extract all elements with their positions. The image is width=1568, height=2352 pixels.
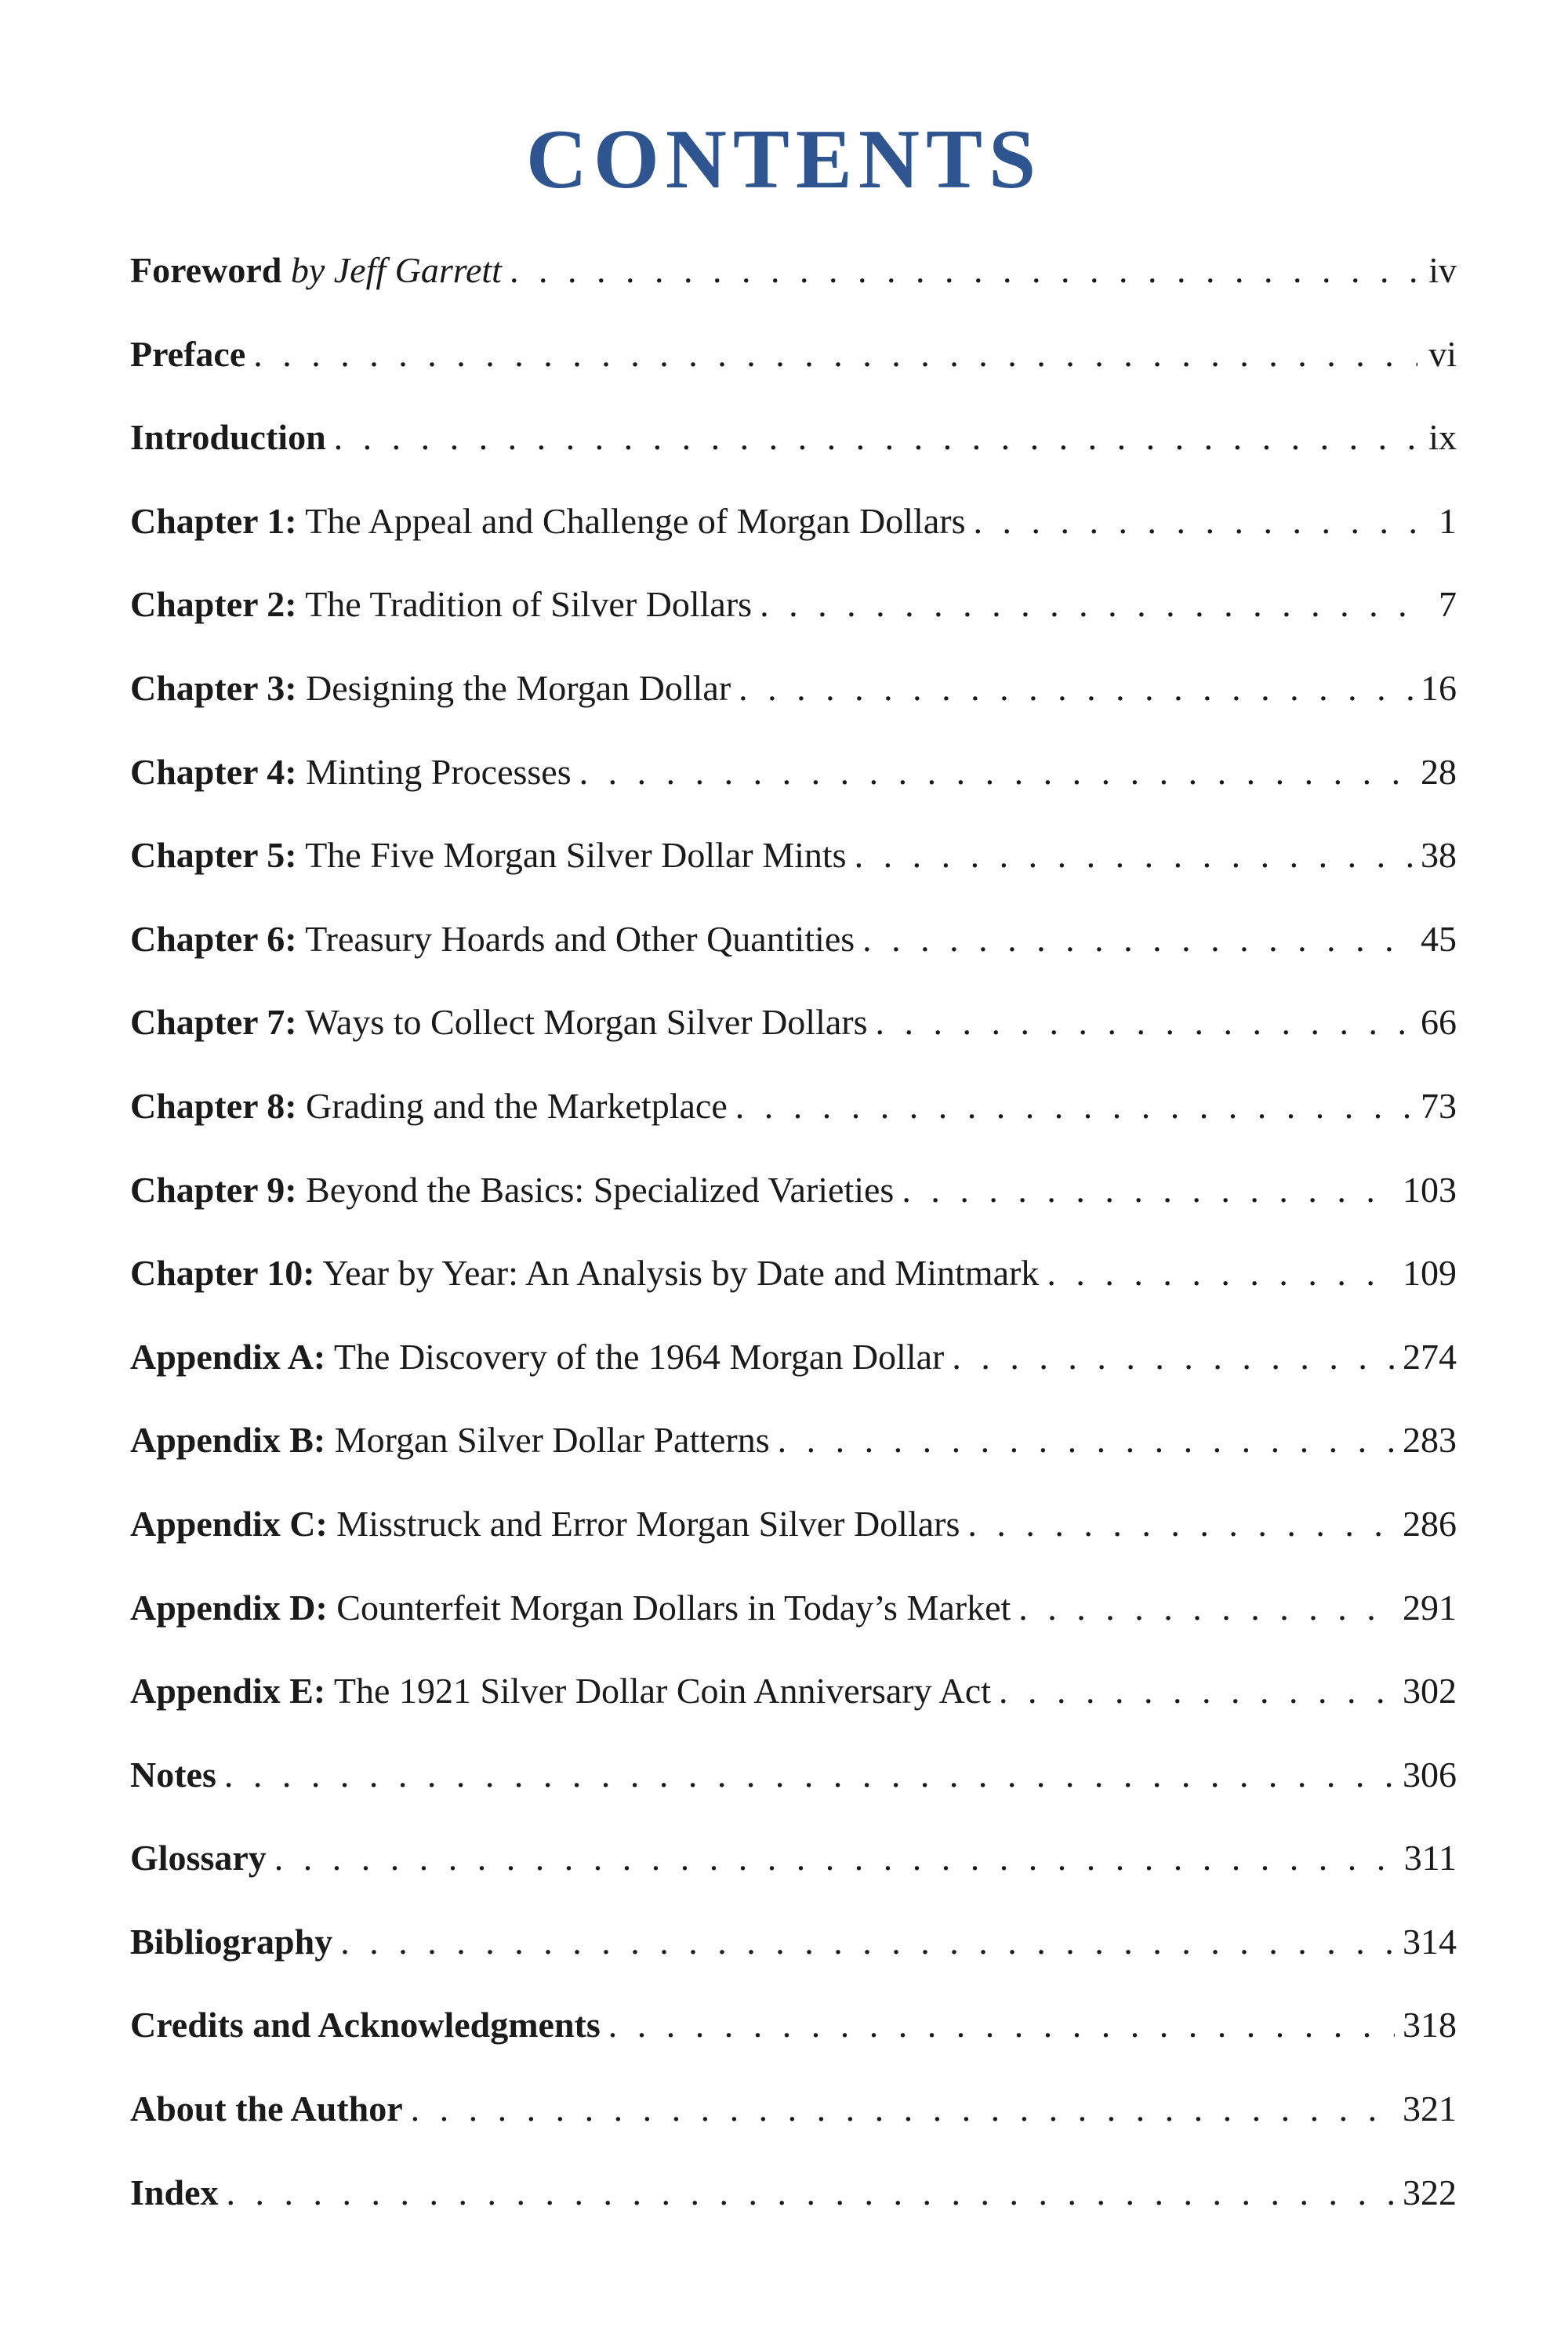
dot-leader xyxy=(739,662,1413,714)
entry-heading: Glossary xyxy=(130,1838,267,1878)
entry-page-number: 16 xyxy=(1421,667,1457,708)
entry-title: Treasury Hoards and Other Quantities xyxy=(305,918,855,959)
entry-page-number: 321 xyxy=(1403,2089,1457,2129)
entry-label xyxy=(130,1916,332,1968)
entry-heading: Appendix D: xyxy=(130,1587,328,1628)
toc-entry-chapter-8[interactable] xyxy=(130,1080,1457,1164)
entry-heading: Chapter 6: xyxy=(130,918,297,959)
entry-title: Designing the Morgan Dollar xyxy=(306,667,731,708)
dot-leader xyxy=(579,746,1413,798)
toc-entry-index[interactable] xyxy=(130,2167,1457,2251)
dot-leader xyxy=(855,829,1413,881)
toc-entry-appendix-e[interactable] xyxy=(130,1665,1457,1749)
entry-page-number: ix xyxy=(1428,417,1457,458)
dot-leader xyxy=(999,1665,1395,1717)
dot-leader xyxy=(226,2167,1395,2219)
entry-label xyxy=(130,2167,218,2219)
entry-label xyxy=(130,579,752,630)
entry-page-number: 28 xyxy=(1421,751,1457,792)
entry-heading: Chapter 9: xyxy=(130,1169,297,1210)
entry-heading: Chapter 1: xyxy=(130,500,297,541)
entry-heading: Appendix C: xyxy=(130,1503,328,1544)
entry-label xyxy=(130,1331,944,1383)
entry-title: The Tradition of Silver Dollars xyxy=(305,584,753,625)
dot-leader xyxy=(967,1498,1395,1550)
entry-heading: Index xyxy=(130,2172,219,2212)
entry-page-number: 286 xyxy=(1403,1503,1457,1544)
toc-entry-chapter-1[interactable] xyxy=(130,495,1457,579)
entry-heading: Chapter 8: xyxy=(130,1085,297,1126)
toc-entry-appendix-d[interactable] xyxy=(130,1582,1457,1666)
entry-heading: Foreword xyxy=(130,250,282,290)
entry-label xyxy=(130,2083,403,2135)
entry-label xyxy=(130,996,868,1048)
toc-entry-appendix-b[interactable] xyxy=(130,1414,1457,1498)
toc-entry-appendix-c[interactable] xyxy=(130,1498,1457,1582)
entry-heading: Chapter 10: xyxy=(130,1253,315,1294)
table-of-contents xyxy=(130,245,1457,2250)
entry-title: Year by Year: An Analysis by Date and Mintmark xyxy=(322,1253,1040,1294)
toc-entry-notes[interactable] xyxy=(130,1749,1457,1833)
entry-label xyxy=(130,245,502,296)
entry-title: Ways to Collect Morgan Silver Dollars xyxy=(305,1002,868,1043)
entry-label xyxy=(130,1414,770,1466)
entry-page-number: 291 xyxy=(1403,1587,1457,1628)
entry-heading: Appendix E: xyxy=(130,1671,326,1711)
entry-title: The Discovery of the 1964 Morgan Dollar xyxy=(333,1336,945,1377)
entry-page-number: 1 xyxy=(1439,500,1457,541)
dot-leader xyxy=(253,328,1417,380)
toc-entry-introduction[interactable] xyxy=(130,412,1457,495)
entry-page-number: 306 xyxy=(1403,1754,1457,1795)
entry-label xyxy=(130,328,245,380)
dot-leader xyxy=(510,245,1417,296)
entry-label xyxy=(130,1582,1011,1634)
toc-entry-appendix-a[interactable] xyxy=(130,1331,1457,1415)
dot-leader xyxy=(735,1080,1413,1132)
dot-leader xyxy=(224,1749,1395,1801)
entry-page-number: 45 xyxy=(1421,918,1457,959)
dot-leader xyxy=(334,412,1417,463)
entry-title: Counterfeit Morgan Dollars in Today’s Market xyxy=(336,1587,1011,1628)
entry-page-number: 318 xyxy=(1403,2005,1457,2045)
toc-entry-chapter-5[interactable] xyxy=(130,829,1457,913)
entry-label xyxy=(130,1749,216,1801)
entry-label xyxy=(130,1832,267,1884)
toc-entry-bibliography[interactable] xyxy=(130,1916,1457,2000)
entry-heading: Chapter 7: xyxy=(130,1002,297,1043)
entry-heading: Bibliography xyxy=(130,1921,333,1962)
page-title: CONTENTS xyxy=(525,113,1043,206)
dot-leader xyxy=(274,1832,1396,1884)
entry-page-number: 274 xyxy=(1403,1336,1457,1377)
entry-page-number: 302 xyxy=(1403,1671,1457,1711)
entry-label xyxy=(130,829,847,881)
entry-title: Minting Processes xyxy=(306,751,572,792)
dot-leader xyxy=(778,1414,1395,1466)
entry-heading: Chapter 2: xyxy=(130,584,297,625)
entry-label xyxy=(130,412,326,463)
entry-heading: Introduction xyxy=(130,417,326,458)
entry-label xyxy=(130,1999,601,2051)
entry-page-number: 322 xyxy=(1403,2172,1457,2212)
entry-label xyxy=(130,746,572,798)
entry-label xyxy=(130,1164,894,1216)
dot-leader xyxy=(876,996,1414,1048)
entry-label xyxy=(130,1080,728,1132)
entry-label xyxy=(130,1498,960,1550)
entry-title: Grading and the Marketplace xyxy=(306,1085,728,1126)
entry-label xyxy=(130,495,965,547)
entry-page-number: 109 xyxy=(1403,1253,1457,1294)
dot-leader xyxy=(1047,1247,1395,1299)
toc-entry-chapter-4[interactable] xyxy=(130,746,1457,830)
entry-label xyxy=(130,662,731,714)
entry-page-number: 7 xyxy=(1439,584,1457,625)
entry-label xyxy=(130,913,855,965)
toc-entry-about-the-author[interactable] xyxy=(130,2083,1457,2167)
dot-leader xyxy=(902,1164,1395,1216)
toc-entry-chapter-9[interactable] xyxy=(130,1164,1457,1248)
toc-entry-glossary[interactable] xyxy=(130,1832,1457,1916)
entry-title: Beyond the Basics: Specialized Varieties xyxy=(306,1169,895,1210)
entry-page-number: 103 xyxy=(1403,1169,1457,1210)
toc-entry-chapter-7[interactable] xyxy=(130,996,1457,1080)
entry-heading: Appendix B: xyxy=(130,1420,326,1461)
entry-label xyxy=(130,1247,1039,1299)
entry-page-number: 314 xyxy=(1403,1921,1457,1962)
entry-heading: Appendix A: xyxy=(130,1336,326,1377)
dot-leader xyxy=(1018,1582,1395,1634)
toc-entry-foreword[interactable] xyxy=(130,245,1457,328)
toc-entry-credits[interactable] xyxy=(130,1999,1457,2083)
toc-entry-chapter-2[interactable] xyxy=(130,579,1457,662)
dot-leader xyxy=(608,1999,1395,2051)
entry-title: Misstruck and Error Morgan Silver Dollars xyxy=(336,1503,960,1544)
entry-title: The Five Morgan Silver Dollar Mints xyxy=(305,835,847,876)
entry-heading: Chapter 5: xyxy=(130,835,297,876)
entry-heading: Credits and Acknowledgments xyxy=(130,2005,601,2045)
dot-leader xyxy=(862,913,1413,965)
entry-page-number: 66 xyxy=(1421,1002,1457,1043)
dot-leader xyxy=(411,2083,1395,2135)
dot-leader xyxy=(952,1331,1395,1383)
entry-page-number: 73 xyxy=(1421,1085,1457,1126)
toc-entry-chapter-6[interactable] xyxy=(130,913,1457,997)
entry-heading: About the Author xyxy=(130,2089,403,2129)
dot-leader xyxy=(340,1916,1395,1968)
entry-label xyxy=(130,1665,991,1717)
entry-heading: Chapter 3: xyxy=(130,667,297,708)
dot-leader xyxy=(760,579,1417,630)
entry-author: by Jeff Garrett xyxy=(290,250,502,290)
entry-title: Morgan Silver Dollar Patterns xyxy=(334,1420,770,1461)
entry-page-number: vi xyxy=(1428,333,1457,374)
entry-title: The 1921 Silver Dollar Coin Anniversary Act xyxy=(333,1671,992,1711)
dot-leader xyxy=(973,495,1417,547)
toc-entry-chapter-3[interactable] xyxy=(130,662,1457,746)
toc-entry-preface[interactable] xyxy=(130,328,1457,412)
entry-heading: Chapter 4: xyxy=(130,751,297,792)
entry-page-number: 38 xyxy=(1421,835,1457,876)
entry-page-number: 311 xyxy=(1403,1838,1457,1878)
entry-page-number: 283 xyxy=(1403,1420,1457,1461)
entry-title: The Appeal and Challenge of Morgan Dollars xyxy=(305,500,966,541)
entry-heading: Preface xyxy=(130,333,246,374)
entry-page-number: iv xyxy=(1428,250,1457,290)
entry-heading: Notes xyxy=(130,1754,216,1795)
toc-entry-chapter-10[interactable] xyxy=(130,1247,1457,1331)
